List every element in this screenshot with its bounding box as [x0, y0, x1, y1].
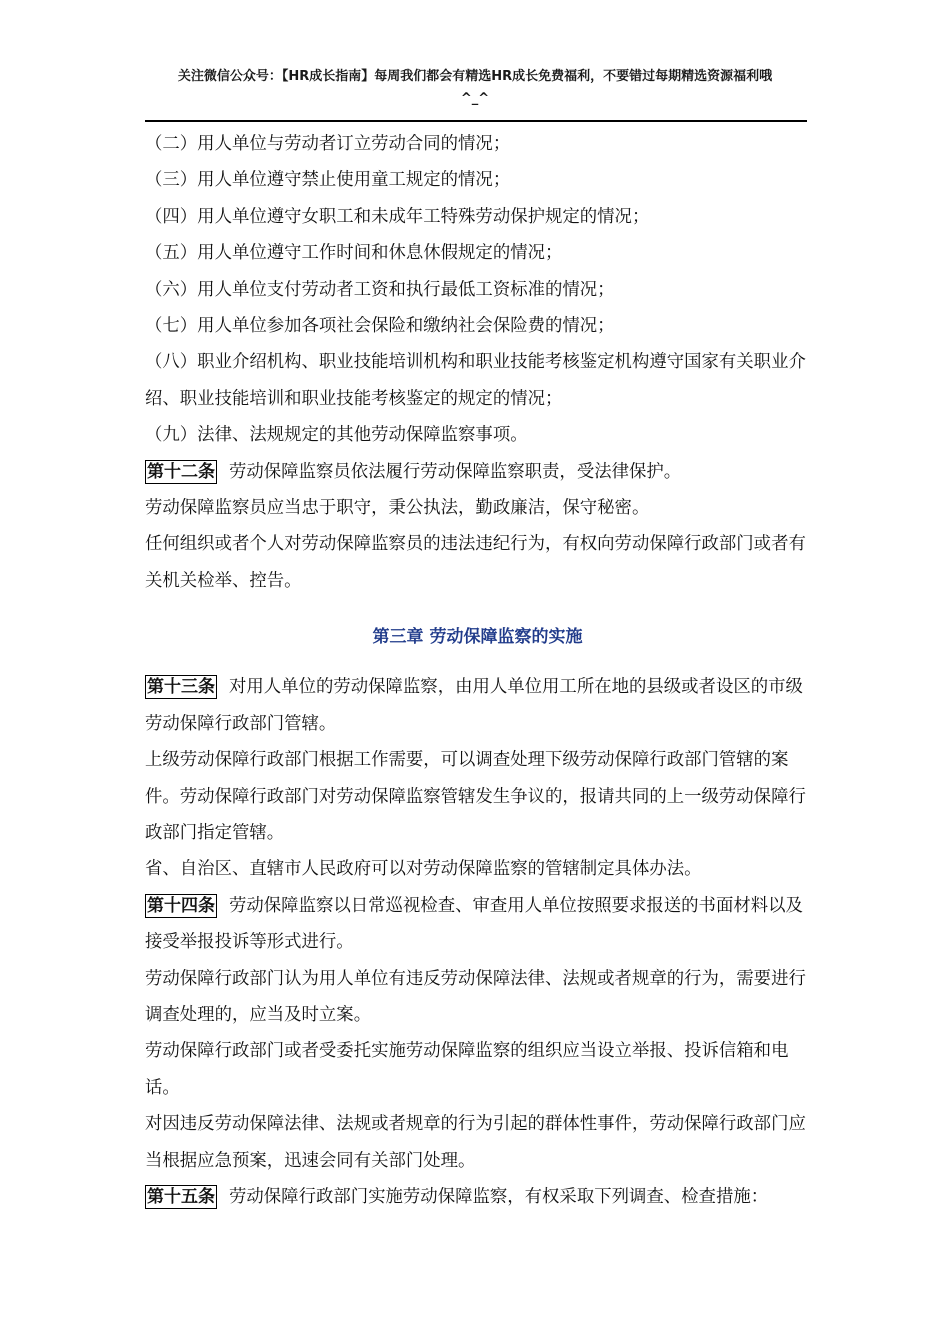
- header-divider: [145, 120, 807, 122]
- article-13-paragraph-2: 上级劳动保障行政部门根据工作需要，可以调查处理下级劳动保障行政部门管辖的案件。劳动保障行政部门对劳动保障监察管辖发生争议的，报请共同的上一级劳动保障行政部门指定管辖。: [145, 750, 806, 843]
- list-item-2: （二）用人单位与劳动者订立劳动合同的情况；: [145, 134, 511, 154]
- article-14-paragraph-2: 劳动保障行政部门认为用人单位有违反劳动保障法律、法规或者规章的行为，需要进行调查处理的，应当及时立案。: [145, 968, 806, 1025]
- article-15-label: 第十五条: [147, 1186, 215, 1207]
- article-14-paragraph-3: 劳动保障行政部门或者受委托实施劳动保障监察的组织应当设立举报、投诉信箱和电话。: [145, 1041, 789, 1098]
- article-14-paragraph-4: 对因违反劳动保障法律、法规或者规章的行为引起的群体性事件，劳动保障行政部门应当根据应急预案，迅速会同有关部门处理。: [145, 1114, 806, 1171]
- list-item-9: （九）法律、法规规定的其他劳动保障监察事项。: [145, 425, 528, 446]
- article-13-label: 第十三条: [147, 677, 215, 698]
- article-14-text: 劳动保障监察以日常巡视检查、审查用人单位按照要求报送的书面材料以及接受举报投诉等形式进行。: [145, 895, 803, 953]
- article-12-paragraph-3: 任何组织或者个人对劳动保障监察员的违法违纪行为，有权向劳动保障行政部门或者有关机关检举、控告。: [145, 534, 806, 591]
- article-12-text: 劳动保障监察员依法履行劳动保障监察职责，受法律保护。: [229, 461, 682, 482]
- article-13-paragraph-3: 省、自治区、直辖市人民政府可以对劳动保障监察的管辖制定具体办法。: [145, 859, 702, 880]
- article-13: [145, 669, 810, 742]
- article-15: [145, 1179, 810, 1215]
- article-14: [145, 888, 810, 961]
- document-body: [145, 126, 810, 1215]
- article-15-text: 劳动保障行政部门实施劳动保障监察，有权采取下列调查、检查措施：: [229, 1186, 769, 1207]
- page-header: [145, 66, 805, 110]
- list-item-5: （五）用人单位遵守工作时间和休息休假规定的情况；: [145, 243, 563, 264]
- article-12: [145, 454, 810, 490]
- article-12-paragraph-2: 劳动保障监察员应当忠于职守，秉公执法，勤政廉洁，保守秘密。: [145, 498, 650, 519]
- article-14-label: 第十四条: [147, 895, 215, 916]
- list-item-4: （四）用人单位遵守女职工和未成年工特殊劳动保护规定的情况；: [145, 206, 650, 227]
- list-item-3: （三）用人单位遵守禁止使用童工规定的情况；: [145, 170, 511, 191]
- list-item-8: （八）职业介绍机构、职业技能培训机构和职业技能考核鉴定机构遵守国家有关职业介绍、职业技能培训和职业技能考核鉴定的规定的情况；: [145, 352, 806, 409]
- article-12-label: 第十二条: [147, 461, 215, 482]
- article-13-text: 对用人单位的劳动保障监察，由用人单位用工所在地的县级或者设区的市级劳动保障行政部门管辖。: [145, 677, 803, 734]
- chapter-3-title: 第三章 劳动保障监察的实施: [372, 627, 583, 648]
- header-line-1: 关注微信公众号：【HR成长指南】每周我们都会有精选HR成长免费福利，不要错过每期精选资源福利哦: [177, 69, 773, 84]
- header-line-2: ^_^: [460, 91, 490, 106]
- list-item-7: （七）用人单位参加各项社会保险和缴纳社会保险费的情况；: [145, 316, 615, 337]
- list-item-6: （六）用人单位支付劳动者工资和执行最低工资标准的情况；: [145, 279, 615, 300]
